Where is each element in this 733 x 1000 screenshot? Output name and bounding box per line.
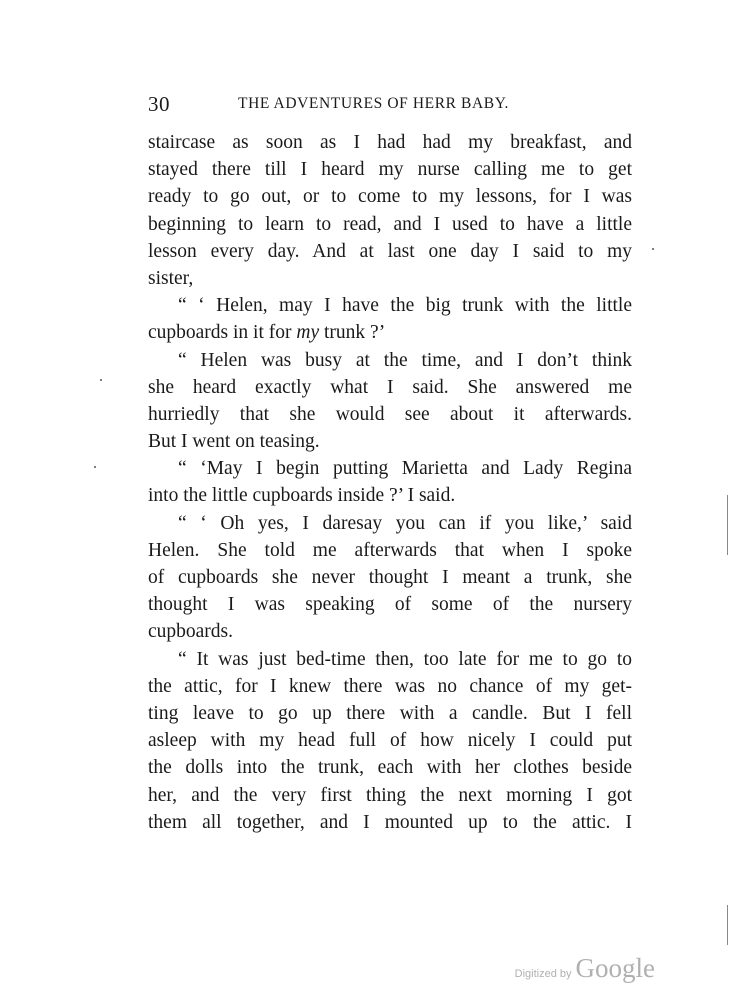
- text-line: “ It was just bed-time then, too late for me to go to: [178, 648, 632, 670]
- text-line: thought I was speaking of some of the nursery: [148, 594, 632, 616]
- text-line: “ ‘ Helen, may I have the big trunk with the little: [178, 295, 632, 317]
- text-line: ready to go out, or to come to my lessons, for I was: [148, 186, 632, 208]
- running-title: THE ADVENTURES OF HERR BABY.: [238, 95, 509, 112]
- text-line: But I went on teasing.: [148, 431, 320, 453]
- text-line: “ Helen was busy at the time, and I don’t think: [178, 349, 632, 371]
- text-line-with-italic: [148, 319, 632, 346]
- text-line: asleep with my head full of how nicely I could put: [148, 730, 632, 752]
- scan-speck: [652, 248, 654, 250]
- text-fragment: trunk ?’: [319, 322, 386, 344]
- text-line: staircase as soon as I had had my breakfast, and: [148, 132, 632, 153]
- scan-speck: [94, 466, 96, 468]
- text-line: stayed there till I heard my nurse calling me to get: [148, 159, 632, 181]
- text-line: the attic, for I knew there was no chance of my get-: [148, 675, 632, 697]
- text-line: the dolls into the trunk, each with her clothes beside: [148, 757, 632, 779]
- text-line: into the little cupboards inside ?’ I said.: [148, 485, 456, 507]
- text-line: them all together, and I mounted up to the attic. I: [148, 811, 632, 833]
- text-line: “ ‘May I begin putting Marietta and Lady Regina: [178, 458, 632, 480]
- google-logo: Google: [575, 953, 655, 983]
- body-text: [148, 129, 632, 836]
- text-line: ting leave to go up there with a candle. But I fell: [148, 702, 632, 724]
- scan-speck: [100, 379, 102, 381]
- text-line: “ ‘ Oh yes, I daresay you can if you like,’ said: [178, 512, 632, 534]
- text-line: lesson every day. And at last one day I said to my: [148, 240, 632, 262]
- text-line: sister,: [148, 267, 194, 289]
- text-line: Helen. She told me afterwards that when I spoke: [148, 539, 632, 561]
- page-edge-mark: [727, 905, 728, 945]
- digitized-by-google-watermark: [515, 953, 655, 981]
- text-fragment: cupboards in it for: [148, 322, 297, 344]
- page-number: 30: [148, 92, 170, 116]
- text-line: beginning to learn to read, and I used to have a little: [148, 213, 632, 235]
- text-line: her, and the very first thing the next morning I got: [148, 784, 632, 806]
- italic-word: my: [296, 322, 320, 344]
- running-head: [148, 92, 632, 116]
- text-line: cupboards.: [148, 621, 234, 643]
- text-line: she heard exactly what I said. She answered me: [148, 376, 632, 398]
- text-line: of cupboards she never thought I meant a trunk, she: [148, 567, 632, 588]
- text-line: hurriedly that she would see about it afterwards.: [148, 403, 632, 425]
- digitized-label: Digitized by: [514, 968, 572, 980]
- page-edge-mark: [727, 495, 728, 555]
